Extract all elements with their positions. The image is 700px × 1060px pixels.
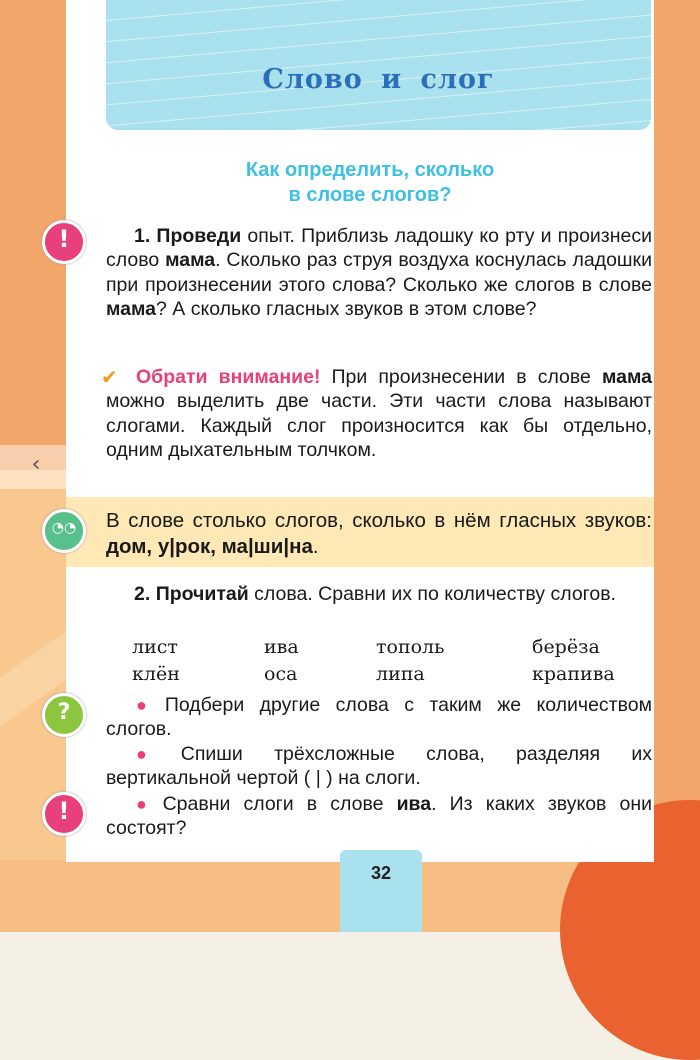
section-question-line2: в слове слогов? (288, 184, 452, 206)
task1-verb: Проведи (156, 225, 242, 247)
word-item: оса (264, 663, 298, 685)
title-banner (106, 0, 651, 130)
word-item: клён (132, 663, 180, 685)
attention-text1: При произнесении в слове (320, 366, 602, 388)
task1-text2: . Сколько раз струя воздуха коснулась ладошки при произнесении этого слова? Сколько же слогов в слове (106, 249, 652, 296)
rule-examples: дом, у|рок, ма|ши|на (106, 535, 313, 558)
back-arrow-button[interactable]: ‹ (0, 445, 72, 489)
bullet-dot-icon: ● (136, 744, 173, 764)
bullet-item-1 (106, 693, 652, 742)
exclamation-icon (42, 220, 86, 264)
word-item: ива (264, 636, 299, 658)
task1-text1: опыт. Приблизь ладошку ко рту и произнеси слово (106, 225, 652, 272)
checkmark-icon: ✔ (101, 365, 118, 389)
rule-text (106, 508, 652, 560)
attention-label: Обрати внимание! (136, 366, 321, 388)
word-item: берёза (532, 636, 600, 658)
task2-number: 2. (134, 583, 151, 605)
rule-text1: В слове столько слогов, сколько в нём гласных звуков: (106, 509, 652, 532)
bullet-text-1: Подбери другие слова с таким же количеством слогов. (106, 694, 653, 741)
bullet-dot-icon: ● (136, 695, 157, 715)
task1-paragraph (106, 224, 652, 321)
task2-paragraph (106, 582, 652, 606)
bullet-bold-3: ива (396, 793, 432, 815)
task1-bold1: мама (165, 249, 216, 272)
word-item: тополь (376, 636, 445, 658)
background-right-strip (654, 0, 700, 932)
attention-text2: можно выделить две части. Эти части слова называют слогами. Каждый слог произносится как бы отдельно, одним дыхательным толчком. (106, 390, 652, 461)
page-title: Слово и слог (262, 64, 495, 95)
section-question (190, 158, 550, 208)
bullet-item-3 (106, 792, 652, 841)
task1-number: 1. (134, 225, 151, 247)
exclamation-icon (42, 792, 86, 836)
bullet-item-2 (106, 742, 652, 791)
rule-end: . (312, 535, 319, 558)
attention-bold1: мама (601, 366, 652, 388)
bullet-text-2: Спиши трёхсложные слова, разделяя их вертикальной чертой ( | ) на слоги. (106, 743, 652, 790)
word-item: лист (132, 636, 178, 658)
owl-icon (42, 509, 86, 553)
section-question-line1: Как определить, сколько (245, 159, 495, 181)
bullet-text-3a: Сравни слоги в слове (162, 793, 397, 815)
task2-verb: Прочитай (155, 583, 249, 605)
word-item: крапива (532, 663, 615, 685)
task1-bold2: мама (106, 297, 157, 320)
attention-paragraph (106, 365, 652, 462)
word-item: липа (376, 663, 425, 685)
task1-text3: ? А сколько гласных звуков в этом слове? (156, 297, 537, 320)
bullet-text-3b: . Из каких звуков они состоят? (106, 793, 653, 840)
task2-text: слова. Сравни их по количеству слогов. (248, 583, 616, 605)
page-number: 32 (340, 850, 422, 932)
question-icon (42, 693, 86, 737)
bullet-dot-icon: ● (136, 794, 155, 814)
